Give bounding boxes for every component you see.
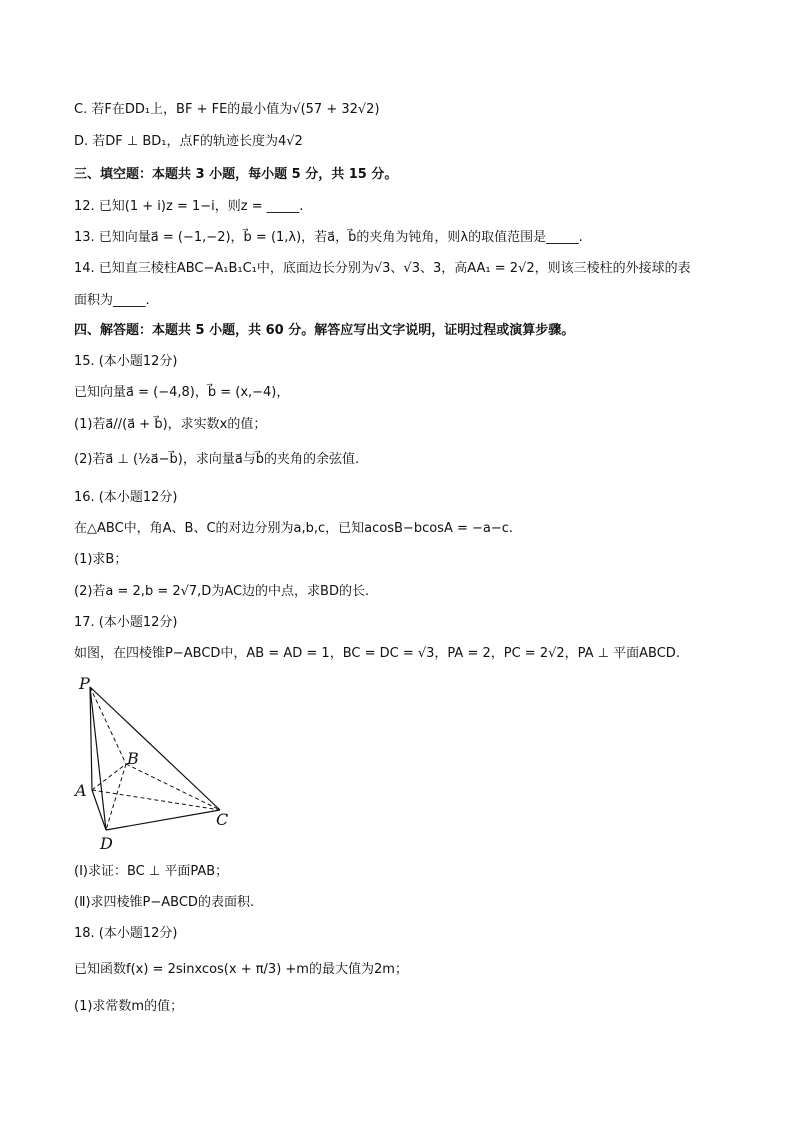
question-15-part2: (2)若a⃗ ⊥ (½a⃗−b⃗)，求向量a⃗与b⃗的夹角的余弦值. [74, 452, 360, 467]
question-18-part1: (1)求常数m的值； [74, 999, 184, 1014]
pyramid-figure [70, 672, 250, 854]
question-15-header: 15. (本小题12分) [74, 354, 178, 369]
edge-DC [106, 810, 220, 830]
question-17-part2: (Ⅱ)求四棱锥P−ABCD的表面积. [74, 895, 255, 910]
question-12: 12. 已知(1 + i)z = 1−i，则z = _____. [74, 199, 304, 214]
label-C: C [216, 810, 229, 829]
question-18-header: 18. (本小题12分) [74, 926, 178, 941]
edge-BC [126, 764, 220, 810]
edge-AB [92, 764, 126, 790]
edge-BD [106, 764, 126, 830]
label-P: P [79, 674, 90, 693]
edge-PB [90, 687, 126, 764]
edge-AC [92, 790, 220, 810]
label-B: B [127, 749, 139, 768]
edge-PC [90, 687, 220, 810]
question-17-part1: (Ⅰ)求证：BC ⊥ 平面PAB； [74, 864, 229, 879]
section-three-heading: 三、填空题：本题共 3 小题，每小题 5 分，共 15 分。 [74, 167, 398, 182]
question-16-stem: 在△ABC中，角A、B、C的对边分别为a,b,c，已知acosB−bcosA = −a−c. [74, 521, 514, 536]
question-16-part2: (2)若a = 2,b = 2√7,D为AC边的中点，求BD的长. [74, 584, 370, 599]
question-14-continued: 面积为_____. [74, 293, 150, 308]
label-A: A [75, 781, 87, 800]
question-15-stem: 已知向量a⃗ = (−4,8)，b⃗ = (x,−4)， [74, 385, 290, 400]
question-16-part1: (1)求B； [74, 552, 128, 567]
question-c-option: C. 若F在DD₁上，BF + FE的最小值为√(57 + 32√2) [74, 102, 380, 117]
section-four-heading: 四、解答题：本题共 5 小题，共 60 分。解答应写出文字说明，证明过程或演算步骤。 [74, 323, 575, 338]
question-14: 14. 已知直三棱柱ABC−A₁B₁C₁中，底面边长分别为√3、√3、3，高AA₁ = 2√2，则该三棱柱的外接球的表 [74, 261, 691, 276]
question-d-option: D. 若DF ⊥ BD₁，点F的轨迹长度为4√2 [74, 134, 303, 149]
question-16-header: 16. (本小题12分) [74, 490, 178, 505]
question-13: 13. 已知向量a⃗ = (−1,−2)，b⃗ = (1,λ)，若a⃗，b⃗的夹角为钝角，则λ的取值范围是_____. [74, 230, 583, 245]
question-15-part1: (1)若a⃗//(a⃗ + b⃗)，求实数x的值； [74, 417, 267, 432]
question-17-header: 17. (本小题12分) [74, 615, 178, 630]
question-17-stem: 如图，在四棱锥P−ABCD中，AB = AD = 1，BC = DC = √3，PA = 2，PC = 2√2，PA ⊥ 平面ABCD. [74, 646, 680, 661]
label-D: D [100, 834, 113, 853]
question-18-stem: 已知函数f(x) = 2sinxcos(x + π/3) +m的最大值为2m； [74, 962, 408, 977]
